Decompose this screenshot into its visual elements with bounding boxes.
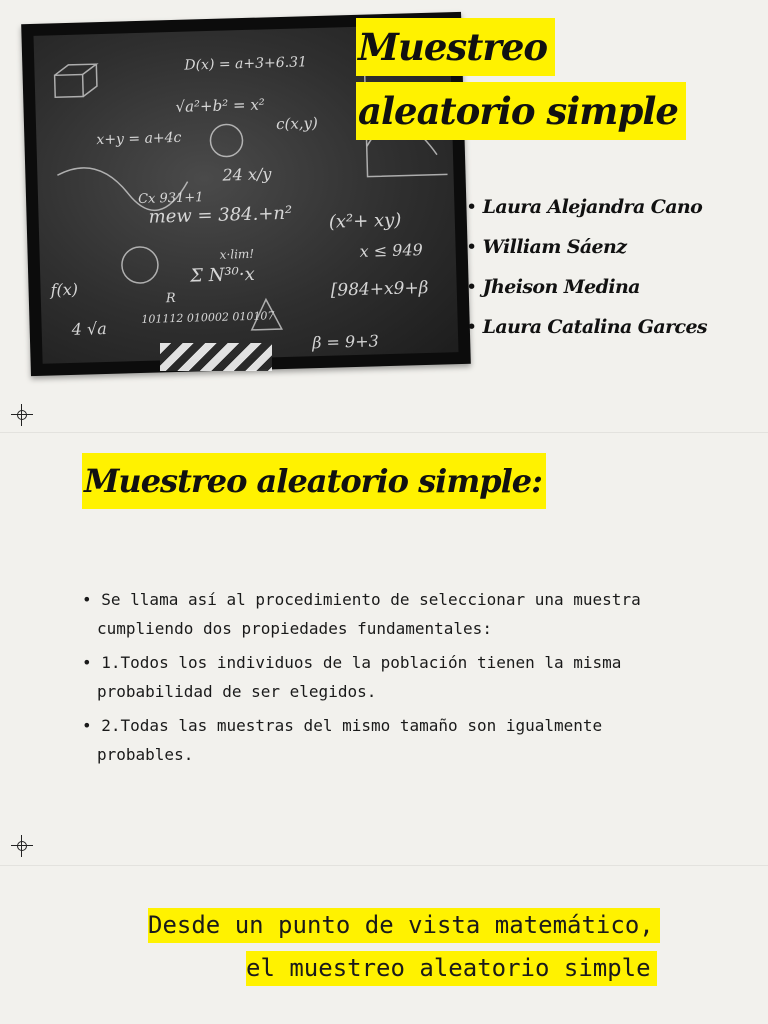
author-name: Laura Alejandra Cano [482,196,703,218]
statement-line-1: Desde un punto de vista matemático, [148,908,660,943]
definition-list [82,586,682,775]
bullet-icon: • [466,236,477,258]
author-name: Laura Catalina Garces [482,316,708,338]
board-formula: √a²+b² = x² [175,95,266,116]
board-formula: Σ N³⁰·x [189,263,256,287]
author-item [466,310,707,350]
board-formula: (x²+ xy) [328,209,402,233]
author-list [466,190,707,350]
list-item-text: Se llama así al procedimiento de seleccionar una muestra cumpliendo dos propiedades fundamentales: [97,590,641,638]
page-title [356,18,686,140]
slide-title [0,0,768,432]
list-item-text: 2.Todas las muestras del mismo tamaño son igualmente probables. [97,716,603,764]
board-formula: 24 x/y [222,164,272,185]
board-formula: 101112 010002 010107 [141,309,275,326]
board-formula: [984+x9+β [330,277,429,301]
bullet-icon: • [466,196,477,218]
title-line-2: aleatorio simple [356,82,686,140]
author-item [466,230,707,270]
list-item-text: 1.Todos los individuos de la población tienen la misma probabilidad de ser elegidos. [97,653,622,701]
author-name: Jheison Medina [482,276,640,298]
crosshair-icon [11,404,33,426]
tape-decoration [160,343,272,371]
board-formula: c(x,y) [275,113,319,134]
author-name: William Sáenz [482,236,627,258]
statement-line-2: el muestreo aleatorio simple [246,951,657,986]
list-item: • 1.Todos los individuos de la población tienen la misma probabilidad de ser elegidos. [82,653,622,701]
board-formula: R [165,291,176,307]
title-line-1: Muestreo [356,18,555,76]
highlighted-statement [148,908,748,986]
board-formula: 4 √a [71,318,107,339]
bullet-icon: • [466,276,477,298]
section-title [82,453,546,509]
crosshair-icon [11,835,33,857]
slide-definition [0,433,768,865]
list-item: • 2.Todas las muestras del mismo tamaño son igualmente probables. [82,716,603,764]
board-formula: x+y = a+4c [96,129,182,149]
board-formula: f(x) [50,279,79,300]
board-formula: D(x) = a+3+6.31 [184,54,308,74]
author-item [466,190,707,230]
list-item: • Se llama así al procedimiento de seleccionar una muestra cumpliendo dos propiedades fundamentales: [82,590,641,638]
board-formula: x ≤ 949 [359,240,424,261]
board-formula: x·lim! [219,246,255,262]
slide-math-view [0,866,768,1024]
board-formula: Cx 931+1 [137,190,204,208]
bullet-icon: • [466,316,477,338]
author-item [466,270,707,310]
board-formula: β = 9+3 [311,331,380,353]
board-cube-sketch [55,75,84,98]
section-title-text: Muestreo aleatorio simple: [82,453,546,509]
board-formula: mew = 384.+n² [148,202,293,228]
